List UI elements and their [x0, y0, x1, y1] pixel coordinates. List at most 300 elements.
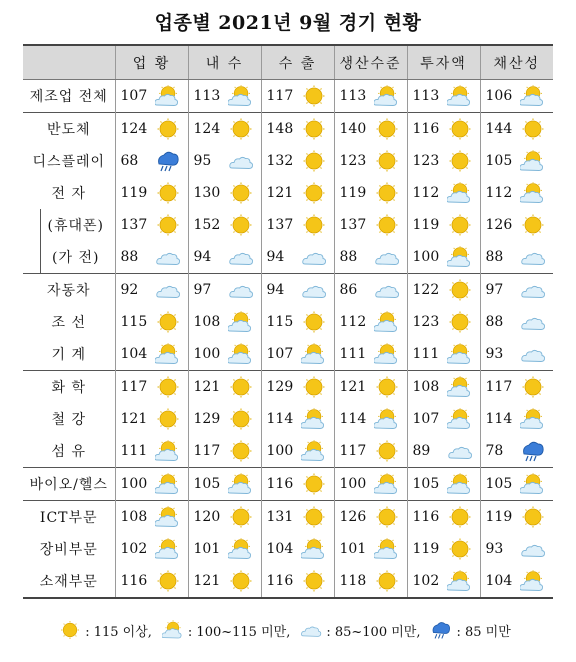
row-label-text: 제조업 전체	[29, 89, 108, 105]
value-cell	[188, 371, 261, 404]
value-number: 102	[120, 541, 148, 557]
sun-icon	[59, 620, 81, 640]
value-cell	[407, 403, 480, 435]
sun-icon	[155, 570, 181, 592]
value-number: 137	[339, 217, 367, 233]
value-number: 121	[193, 379, 221, 395]
value-cell	[334, 241, 407, 274]
value-number: 101	[339, 541, 367, 557]
rain-cloud-icon	[430, 620, 452, 640]
table-row	[23, 145, 553, 177]
column-header: 수 출	[261, 45, 334, 80]
cloud-icon	[520, 279, 546, 301]
value-cell	[334, 306, 407, 338]
sun-cloud-icon	[447, 376, 473, 398]
value-cell	[334, 338, 407, 371]
sun-icon	[228, 182, 254, 204]
cloud-icon	[520, 311, 546, 333]
value-number: 89	[412, 443, 431, 459]
value-number: 131	[266, 509, 294, 525]
value-number: 113	[339, 88, 367, 104]
value-cell	[188, 338, 261, 371]
value-number: 129	[266, 379, 294, 395]
value-cell	[261, 565, 334, 598]
sun-icon	[155, 118, 181, 140]
value-cell	[188, 468, 261, 501]
value-number: 107	[120, 88, 148, 104]
value-number: 100	[193, 346, 221, 362]
value-number: 107	[266, 346, 294, 362]
row-label	[23, 533, 115, 565]
value-cell	[334, 468, 407, 501]
value-number: 78	[485, 443, 504, 459]
table-row	[23, 338, 553, 371]
cloud-icon	[301, 246, 327, 268]
value-number: 100	[339, 476, 367, 492]
sun-icon	[301, 118, 327, 140]
sun-cloud-icon	[447, 408, 473, 430]
value-cell	[480, 533, 553, 565]
row-label	[23, 371, 115, 404]
value-cell	[261, 209, 334, 241]
sun-cloud-icon	[228, 538, 254, 560]
value-cell	[115, 145, 188, 177]
sun-icon	[228, 506, 254, 528]
row-label-text: (가 전)	[52, 250, 100, 266]
value-cell	[188, 274, 261, 307]
value-cell	[334, 113, 407, 146]
row-label-text: 조 선	[51, 315, 86, 331]
row-label-text: ICT부문	[39, 510, 98, 526]
sun-cloud-icon	[520, 182, 546, 204]
sun-cloud-icon	[447, 85, 473, 107]
value-cell	[188, 80, 261, 113]
value-number: 117	[266, 88, 294, 104]
table-row	[23, 80, 553, 113]
row-label	[23, 209, 115, 241]
value-number: 113	[193, 88, 221, 104]
value-number: 104	[120, 346, 148, 362]
value-cell	[188, 403, 261, 435]
value-cell	[407, 241, 480, 274]
sun-cloud-icon	[374, 538, 400, 560]
column-header: 채산성	[480, 45, 553, 80]
value-cell	[115, 306, 188, 338]
value-cell	[261, 80, 334, 113]
sun-cloud-icon	[374, 343, 400, 365]
sun-cloud-icon	[301, 440, 327, 462]
value-number: 105	[412, 476, 440, 492]
value-cell	[261, 403, 334, 435]
sun-icon	[374, 376, 400, 398]
value-cell	[407, 177, 480, 209]
row-label	[23, 306, 115, 338]
sun-icon	[301, 506, 327, 528]
row-label	[23, 113, 115, 146]
value-cell	[261, 177, 334, 209]
sub-category-bracket	[40, 241, 41, 273]
value-cell	[480, 468, 553, 501]
value-number: 86	[339, 282, 358, 298]
value-number: 88	[485, 249, 504, 265]
value-cell	[407, 145, 480, 177]
sun-cloud-icon	[520, 570, 546, 592]
table-row	[23, 306, 553, 338]
table-row	[23, 565, 553, 598]
cloud-icon	[447, 440, 473, 462]
value-cell	[334, 209, 407, 241]
value-cell	[261, 113, 334, 146]
value-number: 104	[266, 541, 294, 557]
value-number: 88	[120, 249, 139, 265]
cloud-icon	[228, 150, 254, 172]
value-cell	[407, 306, 480, 338]
row-label-text: 전 자	[51, 186, 86, 202]
sun-icon	[447, 538, 473, 560]
legend-text: : 115 이상,	[85, 624, 152, 640]
value-number: 116	[266, 573, 294, 589]
value-cell	[188, 145, 261, 177]
value-cell	[334, 403, 407, 435]
cloud-icon	[374, 279, 400, 301]
sun-icon	[301, 214, 327, 236]
table-row	[23, 274, 553, 307]
value-number: 88	[339, 249, 358, 265]
value-cell	[480, 565, 553, 598]
value-cell	[334, 533, 407, 565]
value-cell	[407, 113, 480, 146]
legend-text: : 100~115 미만,	[187, 624, 291, 640]
sun-cloud-icon	[374, 85, 400, 107]
sun-icon	[447, 279, 473, 301]
cloud-icon	[520, 343, 546, 365]
value-cell	[480, 435, 553, 468]
value-number: 97	[485, 282, 504, 298]
value-number: 116	[412, 121, 440, 137]
sun-cloud-icon	[155, 473, 181, 495]
row-label	[23, 468, 115, 501]
value-cell	[188, 435, 261, 468]
value-number: 117	[339, 443, 367, 459]
value-number: 112	[412, 185, 440, 201]
sun-icon	[155, 214, 181, 236]
row-label-text: 기 계	[51, 347, 86, 363]
column-header: 업 황	[115, 45, 188, 80]
value-number: 112	[339, 314, 367, 330]
value-cell	[334, 274, 407, 307]
row-label	[23, 501, 115, 534]
value-cell	[407, 435, 480, 468]
value-number: 100	[120, 476, 148, 492]
value-cell	[115, 113, 188, 146]
table-row	[23, 209, 553, 241]
sun-icon	[228, 214, 254, 236]
value-number: 121	[266, 185, 294, 201]
value-number: 137	[266, 217, 294, 233]
sun-cloud-icon	[447, 473, 473, 495]
value-number: 117	[193, 443, 221, 459]
cloud-icon	[155, 279, 181, 301]
value-cell	[188, 177, 261, 209]
column-header: 내 수	[188, 45, 261, 80]
sun-icon	[374, 182, 400, 204]
sun-icon	[447, 506, 473, 528]
value-number: 115	[120, 314, 148, 330]
sun-icon	[374, 118, 400, 140]
sun-cloud-icon	[520, 150, 546, 172]
value-number: 104	[485, 573, 513, 589]
value-cell	[480, 177, 553, 209]
value-number: 116	[412, 509, 440, 525]
value-number: 111	[339, 346, 367, 362]
value-cell	[115, 274, 188, 307]
sub-category-bracket	[40, 209, 41, 241]
value-cell	[480, 274, 553, 307]
cloud-icon	[520, 246, 546, 268]
value-cell	[334, 435, 407, 468]
value-number: 108	[120, 509, 148, 525]
sun-cloud-icon	[520, 85, 546, 107]
value-cell	[115, 565, 188, 598]
value-number: 122	[412, 282, 440, 298]
industry-status-table	[23, 44, 553, 599]
value-cell	[334, 177, 407, 209]
value-number: 97	[193, 282, 212, 298]
value-cell	[480, 306, 553, 338]
value-number: 116	[266, 476, 294, 492]
value-number: 119	[120, 185, 148, 201]
value-number: 100	[266, 443, 294, 459]
value-cell	[261, 468, 334, 501]
row-label	[23, 177, 115, 209]
sun-cloud-icon	[447, 343, 473, 365]
value-number: 152	[193, 217, 221, 233]
sun-cloud-icon	[520, 408, 546, 430]
value-cell	[115, 533, 188, 565]
sun-cloud-icon	[447, 246, 473, 268]
value-cell	[115, 501, 188, 534]
rain-cloud-icon	[155, 150, 181, 172]
value-number: 88	[485, 314, 504, 330]
value-number: 124	[120, 121, 148, 137]
value-cell	[261, 241, 334, 274]
value-cell	[115, 371, 188, 404]
value-number: 119	[339, 185, 367, 201]
value-number: 93	[485, 541, 504, 557]
value-cell	[188, 306, 261, 338]
sun-cloud-icon	[301, 408, 327, 430]
row-label	[23, 338, 115, 371]
value-number: 144	[485, 121, 513, 137]
sun-icon	[301, 311, 327, 333]
value-cell	[407, 565, 480, 598]
value-number: 137	[120, 217, 148, 233]
cloud-icon	[228, 279, 254, 301]
row-label-text: 디스플레이	[32, 154, 106, 170]
value-cell	[188, 241, 261, 274]
sun-cloud-icon	[228, 311, 254, 333]
cloud-icon	[228, 246, 254, 268]
column-header: 생산수준	[334, 45, 407, 80]
sun-cloud-icon	[374, 473, 400, 495]
value-cell	[407, 501, 480, 534]
value-number: 117	[485, 379, 513, 395]
value-cell	[480, 145, 553, 177]
sun-cloud-icon	[228, 343, 254, 365]
row-label-text: (휴대폰)	[47, 218, 104, 234]
value-number: 112	[485, 185, 513, 201]
value-cell	[407, 468, 480, 501]
value-number: 119	[412, 541, 440, 557]
value-number: 126	[485, 217, 513, 233]
value-cell	[334, 565, 407, 598]
sun-icon	[447, 118, 473, 140]
table-row	[23, 468, 553, 501]
sun-icon	[374, 440, 400, 462]
sun-icon	[301, 150, 327, 172]
table-row	[23, 177, 553, 209]
value-number: 132	[266, 153, 294, 169]
sun-icon	[374, 150, 400, 172]
value-number: 114	[339, 411, 367, 427]
value-number: 108	[193, 314, 221, 330]
row-label-text: 화 학	[51, 380, 86, 396]
value-number: 118	[339, 573, 367, 589]
value-number: 101	[193, 541, 221, 557]
sun-icon	[301, 85, 327, 107]
value-number: 106	[485, 88, 513, 104]
sun-icon	[520, 506, 546, 528]
value-number: 68	[120, 153, 139, 169]
sun-cloud-icon	[447, 182, 473, 204]
value-cell	[407, 338, 480, 371]
page-title: 업종별 2021년 9월 경기 현황	[154, 12, 422, 34]
value-cell	[480, 209, 553, 241]
sun-icon	[301, 570, 327, 592]
sun-icon	[374, 570, 400, 592]
value-number: 129	[193, 411, 221, 427]
cloud-icon	[301, 279, 327, 301]
value-cell	[115, 338, 188, 371]
header-row	[23, 45, 553, 80]
row-label-text: 철 강	[51, 412, 86, 428]
sun-icon	[228, 376, 254, 398]
value-cell	[115, 177, 188, 209]
sun-icon	[520, 376, 546, 398]
value-number: 105	[485, 153, 513, 169]
value-number: 124	[193, 121, 221, 137]
sun-cloud-icon	[155, 506, 181, 528]
value-cell	[261, 533, 334, 565]
legend	[0, 620, 576, 640]
value-cell	[261, 306, 334, 338]
value-number: 114	[266, 411, 294, 427]
row-label	[23, 565, 115, 598]
value-number: 111	[120, 443, 148, 459]
sun-icon	[374, 506, 400, 528]
sun-icon	[155, 311, 181, 333]
value-number: 100	[412, 249, 440, 265]
value-number: 94	[266, 282, 285, 298]
sun-cloud-icon	[162, 620, 184, 640]
value-cell	[334, 501, 407, 534]
value-number: 117	[120, 379, 148, 395]
table-row	[23, 371, 553, 404]
value-cell	[261, 501, 334, 534]
value-cell	[115, 241, 188, 274]
value-number: 94	[193, 249, 212, 265]
value-cell	[407, 209, 480, 241]
value-cell	[480, 113, 553, 146]
value-number: 121	[193, 573, 221, 589]
value-number: 123	[412, 314, 440, 330]
value-number: 119	[485, 509, 513, 525]
value-cell	[334, 371, 407, 404]
value-number: 119	[412, 217, 440, 233]
corner-header	[23, 45, 115, 80]
value-number: 116	[120, 573, 148, 589]
sun-cloud-icon	[155, 440, 181, 462]
column-header: 투자액	[407, 45, 480, 80]
value-number: 108	[412, 379, 440, 395]
sun-icon	[520, 118, 546, 140]
row-label-text: 섬 유	[51, 444, 86, 460]
value-cell	[188, 113, 261, 146]
value-cell	[261, 274, 334, 307]
value-cell	[480, 338, 553, 371]
row-label	[23, 80, 115, 113]
sun-icon	[301, 376, 327, 398]
sun-cloud-icon	[301, 343, 327, 365]
row-label-text: 바이오/헬스	[29, 477, 108, 493]
cloud-icon	[300, 620, 322, 640]
cloud-icon	[155, 246, 181, 268]
value-number: 105	[193, 476, 221, 492]
value-number: 148	[266, 121, 294, 137]
value-number: 95	[193, 153, 212, 169]
value-number: 94	[266, 249, 285, 265]
row-label-text: 장비부문	[39, 542, 98, 558]
value-number: 102	[412, 573, 440, 589]
sun-icon	[447, 214, 473, 236]
row-label	[23, 435, 115, 468]
value-number: 105	[485, 476, 513, 492]
sun-icon	[228, 118, 254, 140]
value-number: 92	[120, 282, 139, 298]
rain-cloud-icon	[520, 440, 546, 462]
value-cell	[261, 371, 334, 404]
sun-cloud-icon	[228, 473, 254, 495]
value-cell	[261, 338, 334, 371]
sun-icon	[301, 182, 327, 204]
table-row	[23, 403, 553, 435]
value-cell	[480, 371, 553, 404]
sun-cloud-icon	[155, 538, 181, 560]
sun-icon	[228, 570, 254, 592]
value-number: 123	[339, 153, 367, 169]
value-number: 93	[485, 346, 504, 362]
value-number: 115	[266, 314, 294, 330]
sun-icon	[520, 214, 546, 236]
value-number: 126	[339, 509, 367, 525]
value-number: 113	[412, 88, 440, 104]
value-number: 121	[339, 379, 367, 395]
row-label	[23, 145, 115, 177]
value-cell	[407, 371, 480, 404]
sun-cloud-icon	[520, 473, 546, 495]
value-number: 130	[193, 185, 221, 201]
sun-icon	[228, 408, 254, 430]
